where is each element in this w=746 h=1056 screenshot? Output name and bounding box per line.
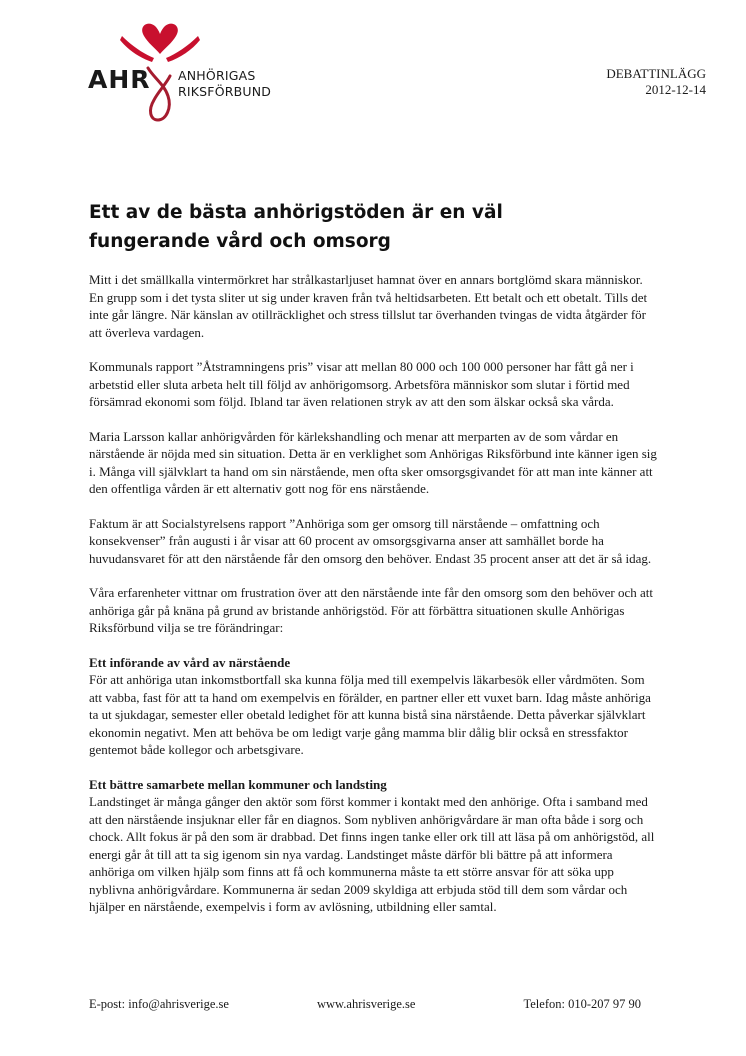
paragraph: Faktum är att Socialstyrelsens rapport ”Anhöriga som ger omsorg till närstående – omfattning och konsekvenser” från augusti i år visar att 60 procent av omsorgsgivarna anser att samhället borde ha huvudansvaret för att den närstående får den omsorg den behöver. Endast 35 procent anser att det är så idag.: [89, 515, 652, 566]
footer-phone: Telefon: 010-207 97 90: [523, 997, 641, 1011]
document-meta: [606, 66, 706, 98]
section-text: För att anhöriga utan inkomstbortfall ska kunna följa med till exempelvis läkarbesök eller vårdmöten. Som att vabba, fast för att ta hand om exempelvis en förälder, en partner eller ett vuxet barn. Idag måste anhöriga ta ut sjukdagar, semester eller obetald ledighet för att kunna bistå sina närstående. Detta påverkar självklart ekonomin negativt. Men att behöva be om ledigt varje gång mamma blir dålig blir också en stressfaktor gentemot både kollegor och arbetsgivare.: [89, 672, 651, 757]
section-text: Landstinget är många gånger den aktör som först kommer i kontakt med den anhörige. Ofta i samband med att den närstående insjuknar eller får en diagnos. Som nybliven anhörigvårdare är man ofta både i sorg och chock. Allt fokus är på den som är drabbad. Det finns ingen tanke eller ork till att läsa på om anhörigstöd, all energi går åt till att ta sig igenom sin nya vardag. Landstinget måste därför bli bättre på att informera anhöriga om vilken hjälp som finns att få och kommunerna måste ta ett större ansvar för att söka upp nyblivna anhörigvårdare. Kommunerna är sedan 2009 skyldiga att erbjuda stöd till dem som vårdar och hjälper en närstående, exempelvis i form av avlösning, utbildning eller samtal.: [89, 794, 655, 914]
paragraph: Mitt i det smällkalla vintermörkret har strålkastarljuset hamnat över en annars bortglömd skara människor. En grupp som i det tysta sliter ut sig under kraven från två heltidsarbeten. Ett betalt och ett obetalt. Tills det inte går längre. När känslan av otillräcklighet och stress tillslut tar överhanden tvingas de vidta åtgärder för att överleva vardagen.: [89, 272, 648, 340]
paragraph: Maria Larsson kallar anhörigvården för kärlekshandling och menar att merparten av de som vårdar en närstående är nöjda med sin situation. Detta är en verklighet som Anhörigas Riksförbund inte känner igen sig i. Många vill självklart ta hand om sin närstående, men ofta sker omsorgsgivandet för att man inte känner att den offentliga vården är ett alternativ gott nog för ens närstående.: [89, 428, 657, 496]
article-title: Ett av de bästa anhörigstöden är en väl fungerande vård och omsorg: [89, 202, 503, 252]
logo-acronym: AHR: [88, 65, 151, 94]
document-type: DEBATTINLÄGG: [606, 66, 706, 81]
logo-org-line1: ANHÖRIGAS: [178, 68, 256, 83]
document-date: 2012-12-14: [645, 82, 706, 97]
footer-website: www.ahrisverige.se: [317, 997, 416, 1011]
footer-email: E-post: info@ahrisverige.se: [89, 997, 229, 1011]
paragraph: Kommunals rapport ”Åtstramningens pris” visar att mellan 80 000 och 100 000 personer har fått gå ner i arbetstid eller sluta arbeta helt till följd av anhörigomsorg. Arbetsföra människor som slutar i förtid med försämrad ekonomi som följd. Ibland tar även relationen stryk av att den som älskar också ska vårda.: [89, 359, 634, 409]
ahr-logo: [82, 22, 282, 132]
section-heading: Ett bättre samarbete mellan kommuner och landsting: [89, 776, 387, 792]
article-body: [89, 271, 659, 933]
section-heading: Ett införande av vård av närstående: [89, 654, 291, 670]
paragraph: Våra erfarenheter vittnar om frustration över att den närstående inte får den omsorg som den behöver och att anhöriga går på knäna på grund av bristande anhörigstöd. För att förbättra situationen skulle Anhörigas Riksförbund vilja se tre förändringar:: [89, 585, 653, 635]
logo-org-line2: RIKSFÖRBUND: [178, 84, 272, 99]
